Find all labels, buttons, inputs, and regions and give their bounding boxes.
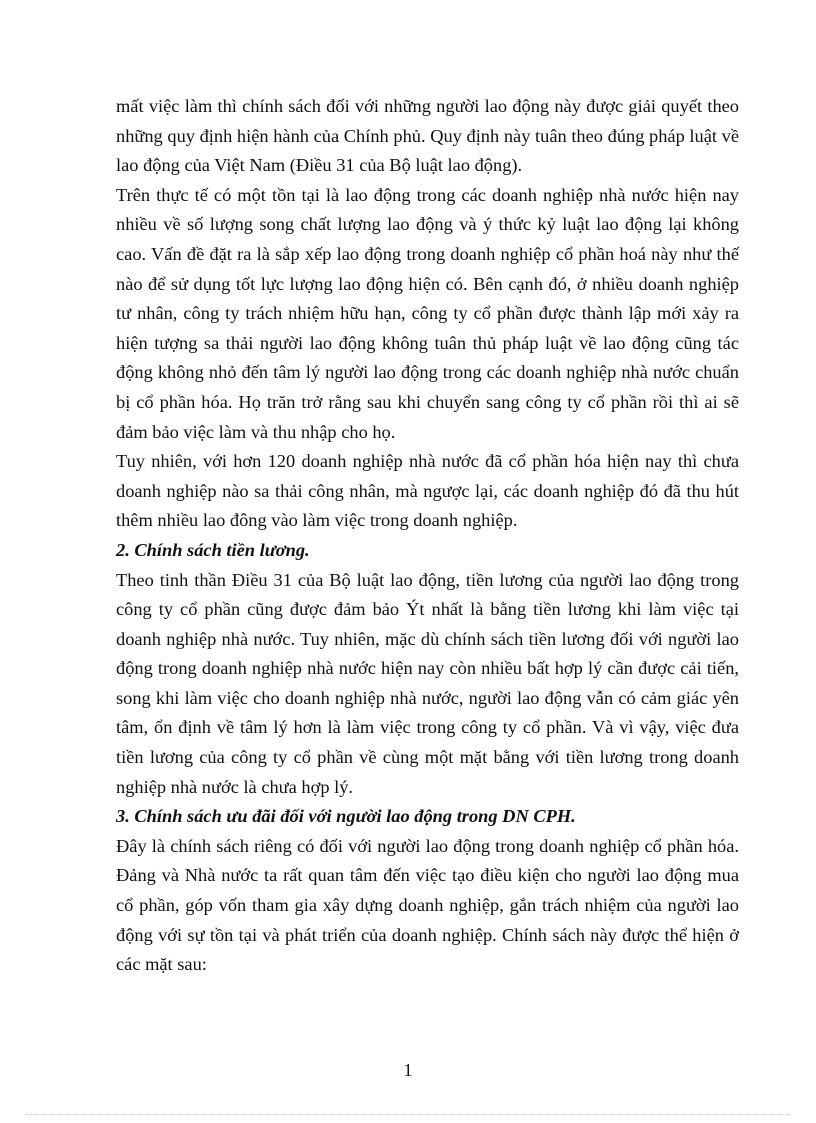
section-heading-incentive-policy: 3. Chính sách ưu đãi đối với người lao động trong DN CPH. xyxy=(116,806,576,827)
page-number: 1 xyxy=(403,1060,413,1080)
paragraph-incentive-policy: Đây là chính sách riêng có đối với người lao động trong doanh nghiệp cổ phần hóa. Đảng và Nhà nước ta rất quan tâm đến việc tạo điều kiện cho người lao động mua cổ phần, góp vốn tham gia xây dựng doanh nghiệp, gắn trách nhiệm của người lao động với sự tồn tại và phát triển của doanh nghiệp. Chính sách này được thể hiện ở các mặt sau: xyxy=(116,835,739,975)
paragraph-wage-policy: Theo tinh thần Điều 31 của Bộ luật lao động, tiền lương của người lao động trong công ty cổ phần cũng được đảm bảo Ýt nhất là bằng tiền lương khi làm việc tại doanh nghiệp nhà nước. Tuy nhiên, mặc dù chính sách tiền lương đối với người lao động trong doanh nghiệp nhà nước hiện nay còn nhiều bất hợp lý cần được cải tiến, song khi làm việc cho doanh nghiệp nhà nước, người lao động vẫn có cảm giác yên tâm, ổn định về tâm lý hơn là làm việc trong công ty cổ phần. Và vì vậy, việc đưa tiền lương của công ty cổ phần về cùng một mặt bằng với tiền lương trong doanh nghiệp nhà nước là chưa hợp lý. xyxy=(116,569,739,797)
paragraph-continuation: mất việc làm thì chính sách đối với những người lao động này được giải quyết theo những quy định hiện hành của Chính phủ. Quy định này tuân theo đúng pháp luật về lao động của Việt Nam (Điều 31 của Bộ luật lao động). xyxy=(116,96,739,176)
document-body xyxy=(116,92,739,980)
paragraph-no-layoffs: Tuy nhiên, với hơn 120 doanh nghiệp nhà nước đã cổ phần hóa hiện nay thì chưa doanh nghiệp nào sa thải công nhân, mà ngược lại, các doanh nghiệp đó đã thu hút thêm nhiều lao đông vào làm việc trong doanh nghiệp. xyxy=(116,451,739,531)
paragraph-labor-issue: Trên thực tế có một tồn tại là lao động trong các doanh nghiệp nhà nước hiện nay nhiều về số lượng song chất lượng lao động và ý thức kỷ luật lao động lại không cao. Vấn đề đặt ra là sắp xếp lao động trong doanh nghiệp cổ phần hoá này như thế nào để sử dụng tốt lực lượng lao động hiện có. Bên cạnh đó, ở nhiều doanh nghiệp tư nhân, công ty trách nhiệm hữu hạn, công ty cổ phần được thành lập mới xảy ra hiện tượng sa thải người lao động không tuân thủ pháp luật về lao động cũng tác động không nhỏ đến tâm lý người lao động trong các doanh nghiệp nhà nước chuẩn bị cổ phần hóa. Họ trăn trở rằng sau khi chuyển sang công ty cổ phần rồi thì ai sẽ đảm bảo việc làm và thu nhập cho họ. xyxy=(116,184,739,442)
section-heading-wage-policy: 2. Chính sách tiền lương. xyxy=(116,539,310,560)
page-bottom-divider xyxy=(26,1114,790,1115)
